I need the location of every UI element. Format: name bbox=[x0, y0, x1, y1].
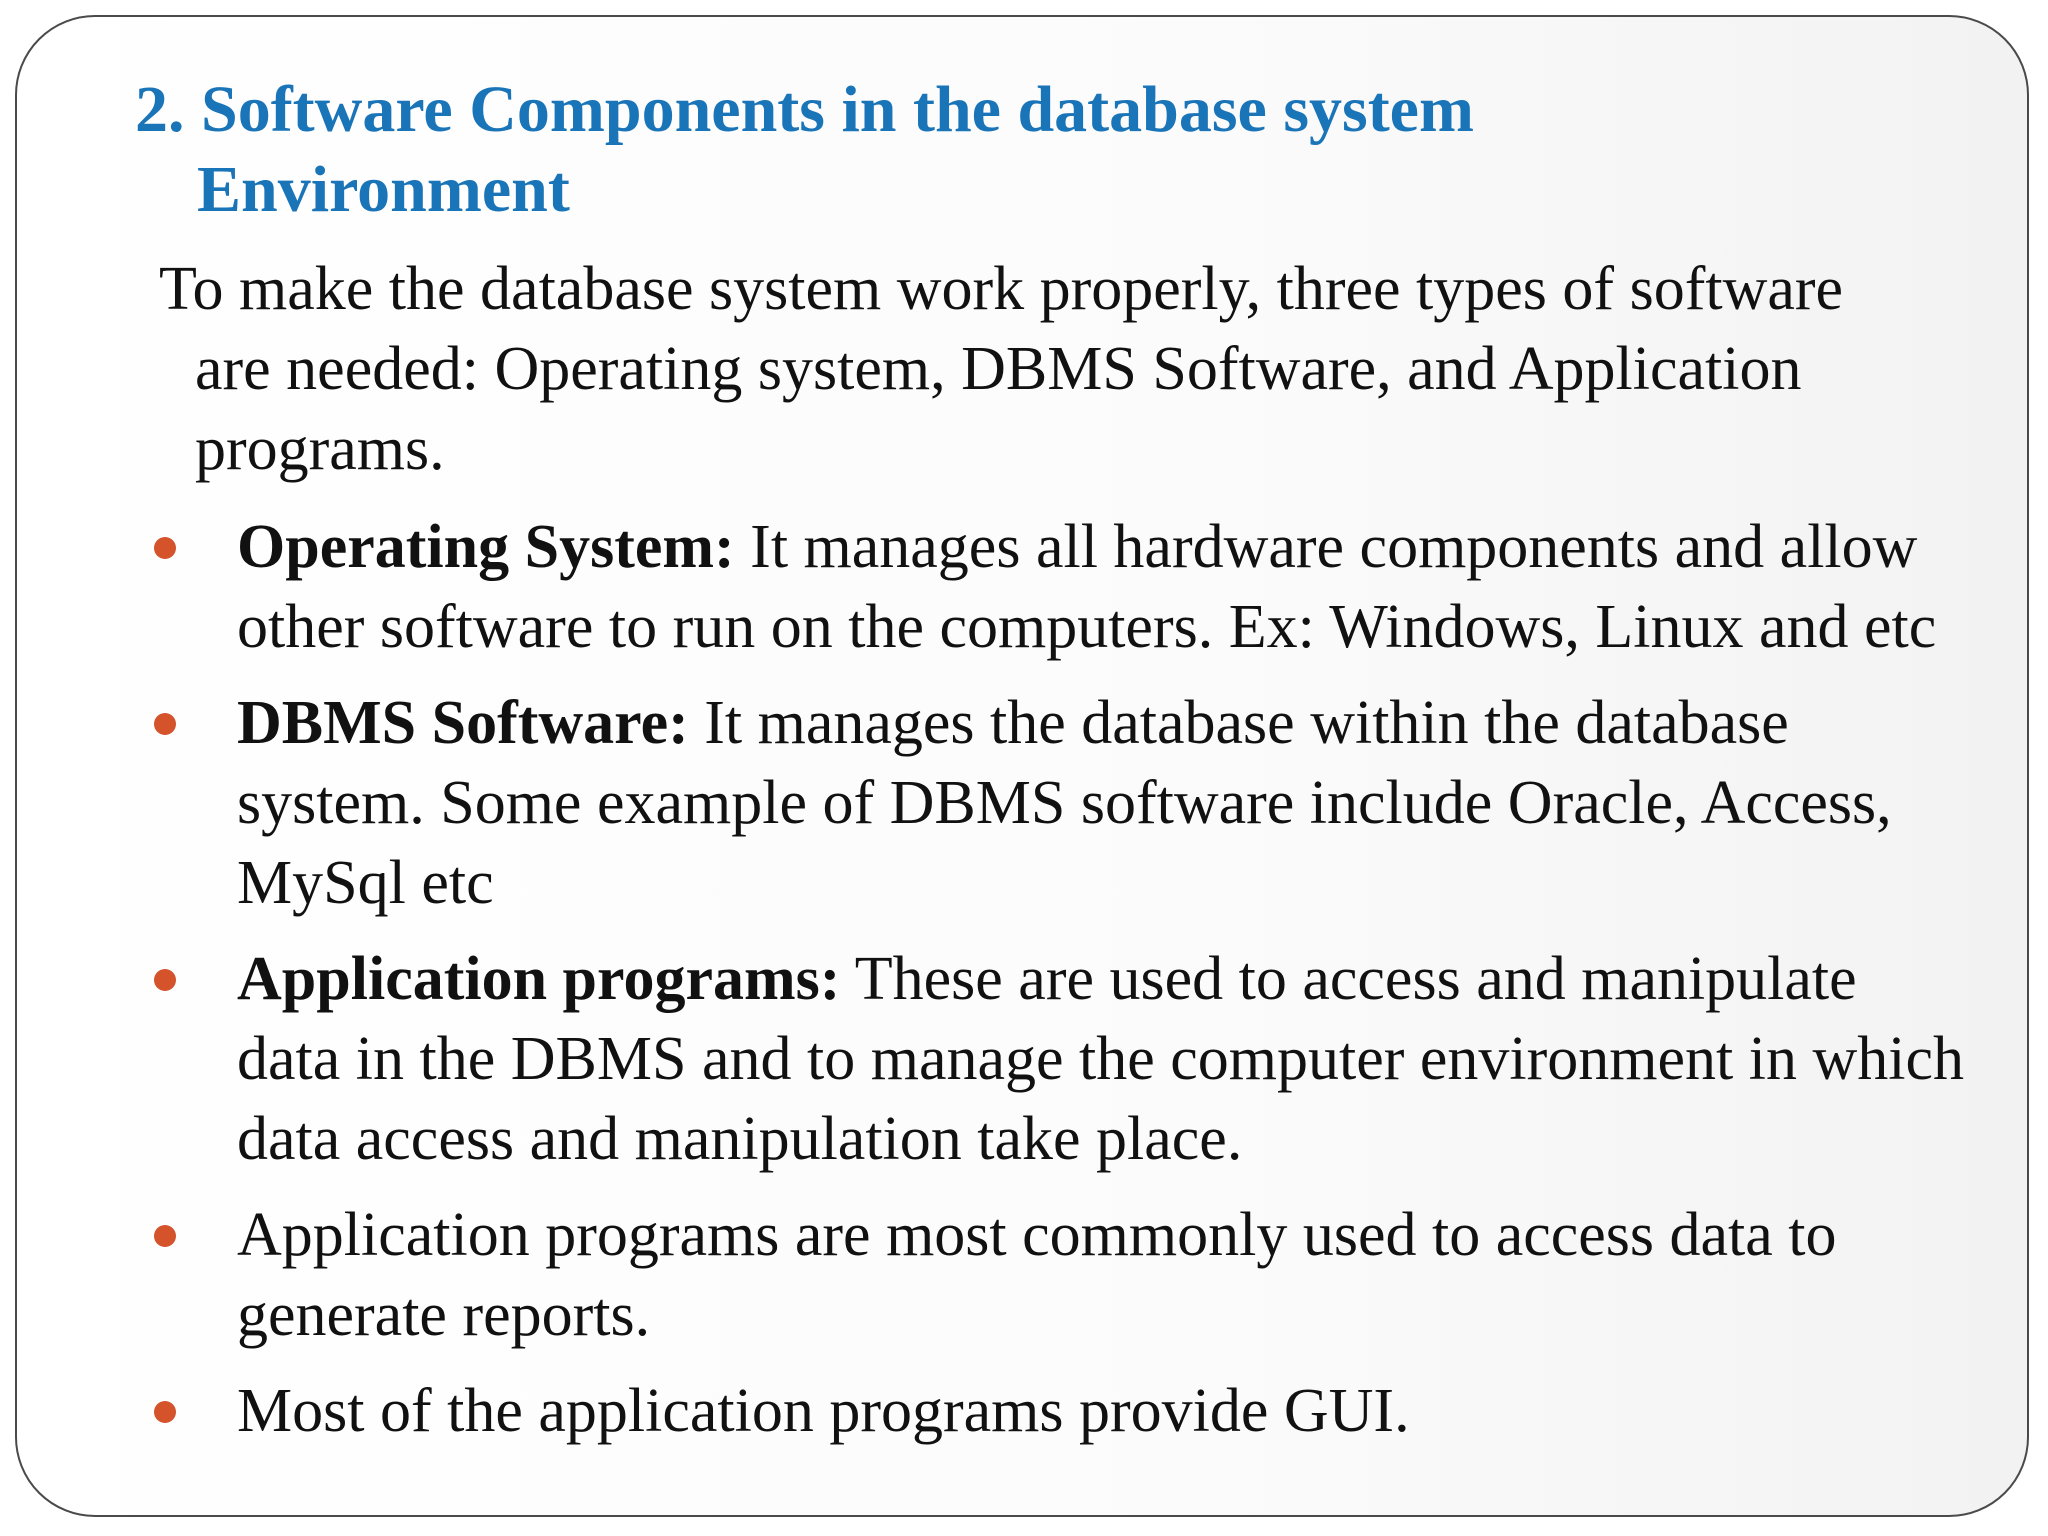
bullet-dbms-software bbox=[17, 683, 2027, 923]
bullet-term: Operating System: bbox=[237, 513, 735, 581]
bullet-text: Most of the application programs provide GUI. bbox=[237, 1377, 1410, 1445]
intro-paragraph: To make the database system work properly, three types of software are needed: Operating system, DBMS Software, and Application programs. bbox=[159, 255, 1844, 483]
bullet-term: DBMS Software: bbox=[237, 689, 689, 757]
bullet-text: These are used to access and manipulate data in the DBMS and to manage the computer environment in which data access and manipulation take place. bbox=[237, 945, 1964, 1173]
bullet-term: Application programs: bbox=[237, 945, 841, 1013]
bullet-gui bbox=[17, 1371, 2027, 1451]
bullet-application-programs bbox=[17, 939, 2027, 1179]
slide-frame bbox=[15, 15, 2029, 1517]
bullet-dot-icon bbox=[154, 713, 176, 735]
bullet-reports bbox=[17, 1195, 2027, 1355]
bullet-list bbox=[17, 507, 2027, 1467]
bullet-text: It manages all hardware components and allow other software to run on the computers. Ex: Windows, Linux and etc bbox=[237, 513, 1937, 661]
slide-title: 2. Software Components in the database system Environment bbox=[135, 73, 1474, 226]
bullet-dot-icon bbox=[154, 1225, 176, 1247]
bullet-dot-icon bbox=[154, 537, 176, 559]
bullet-operating-system bbox=[17, 507, 2027, 667]
bullet-dot-icon bbox=[154, 969, 176, 991]
bullet-text: Application programs are most commonly used to access data to generate reports. bbox=[237, 1201, 1837, 1349]
bullet-text: It manages the database within the database system. Some example of DBMS software include Oracle, Access, MySql etc bbox=[237, 689, 1892, 917]
bullet-dot-icon bbox=[154, 1401, 176, 1423]
